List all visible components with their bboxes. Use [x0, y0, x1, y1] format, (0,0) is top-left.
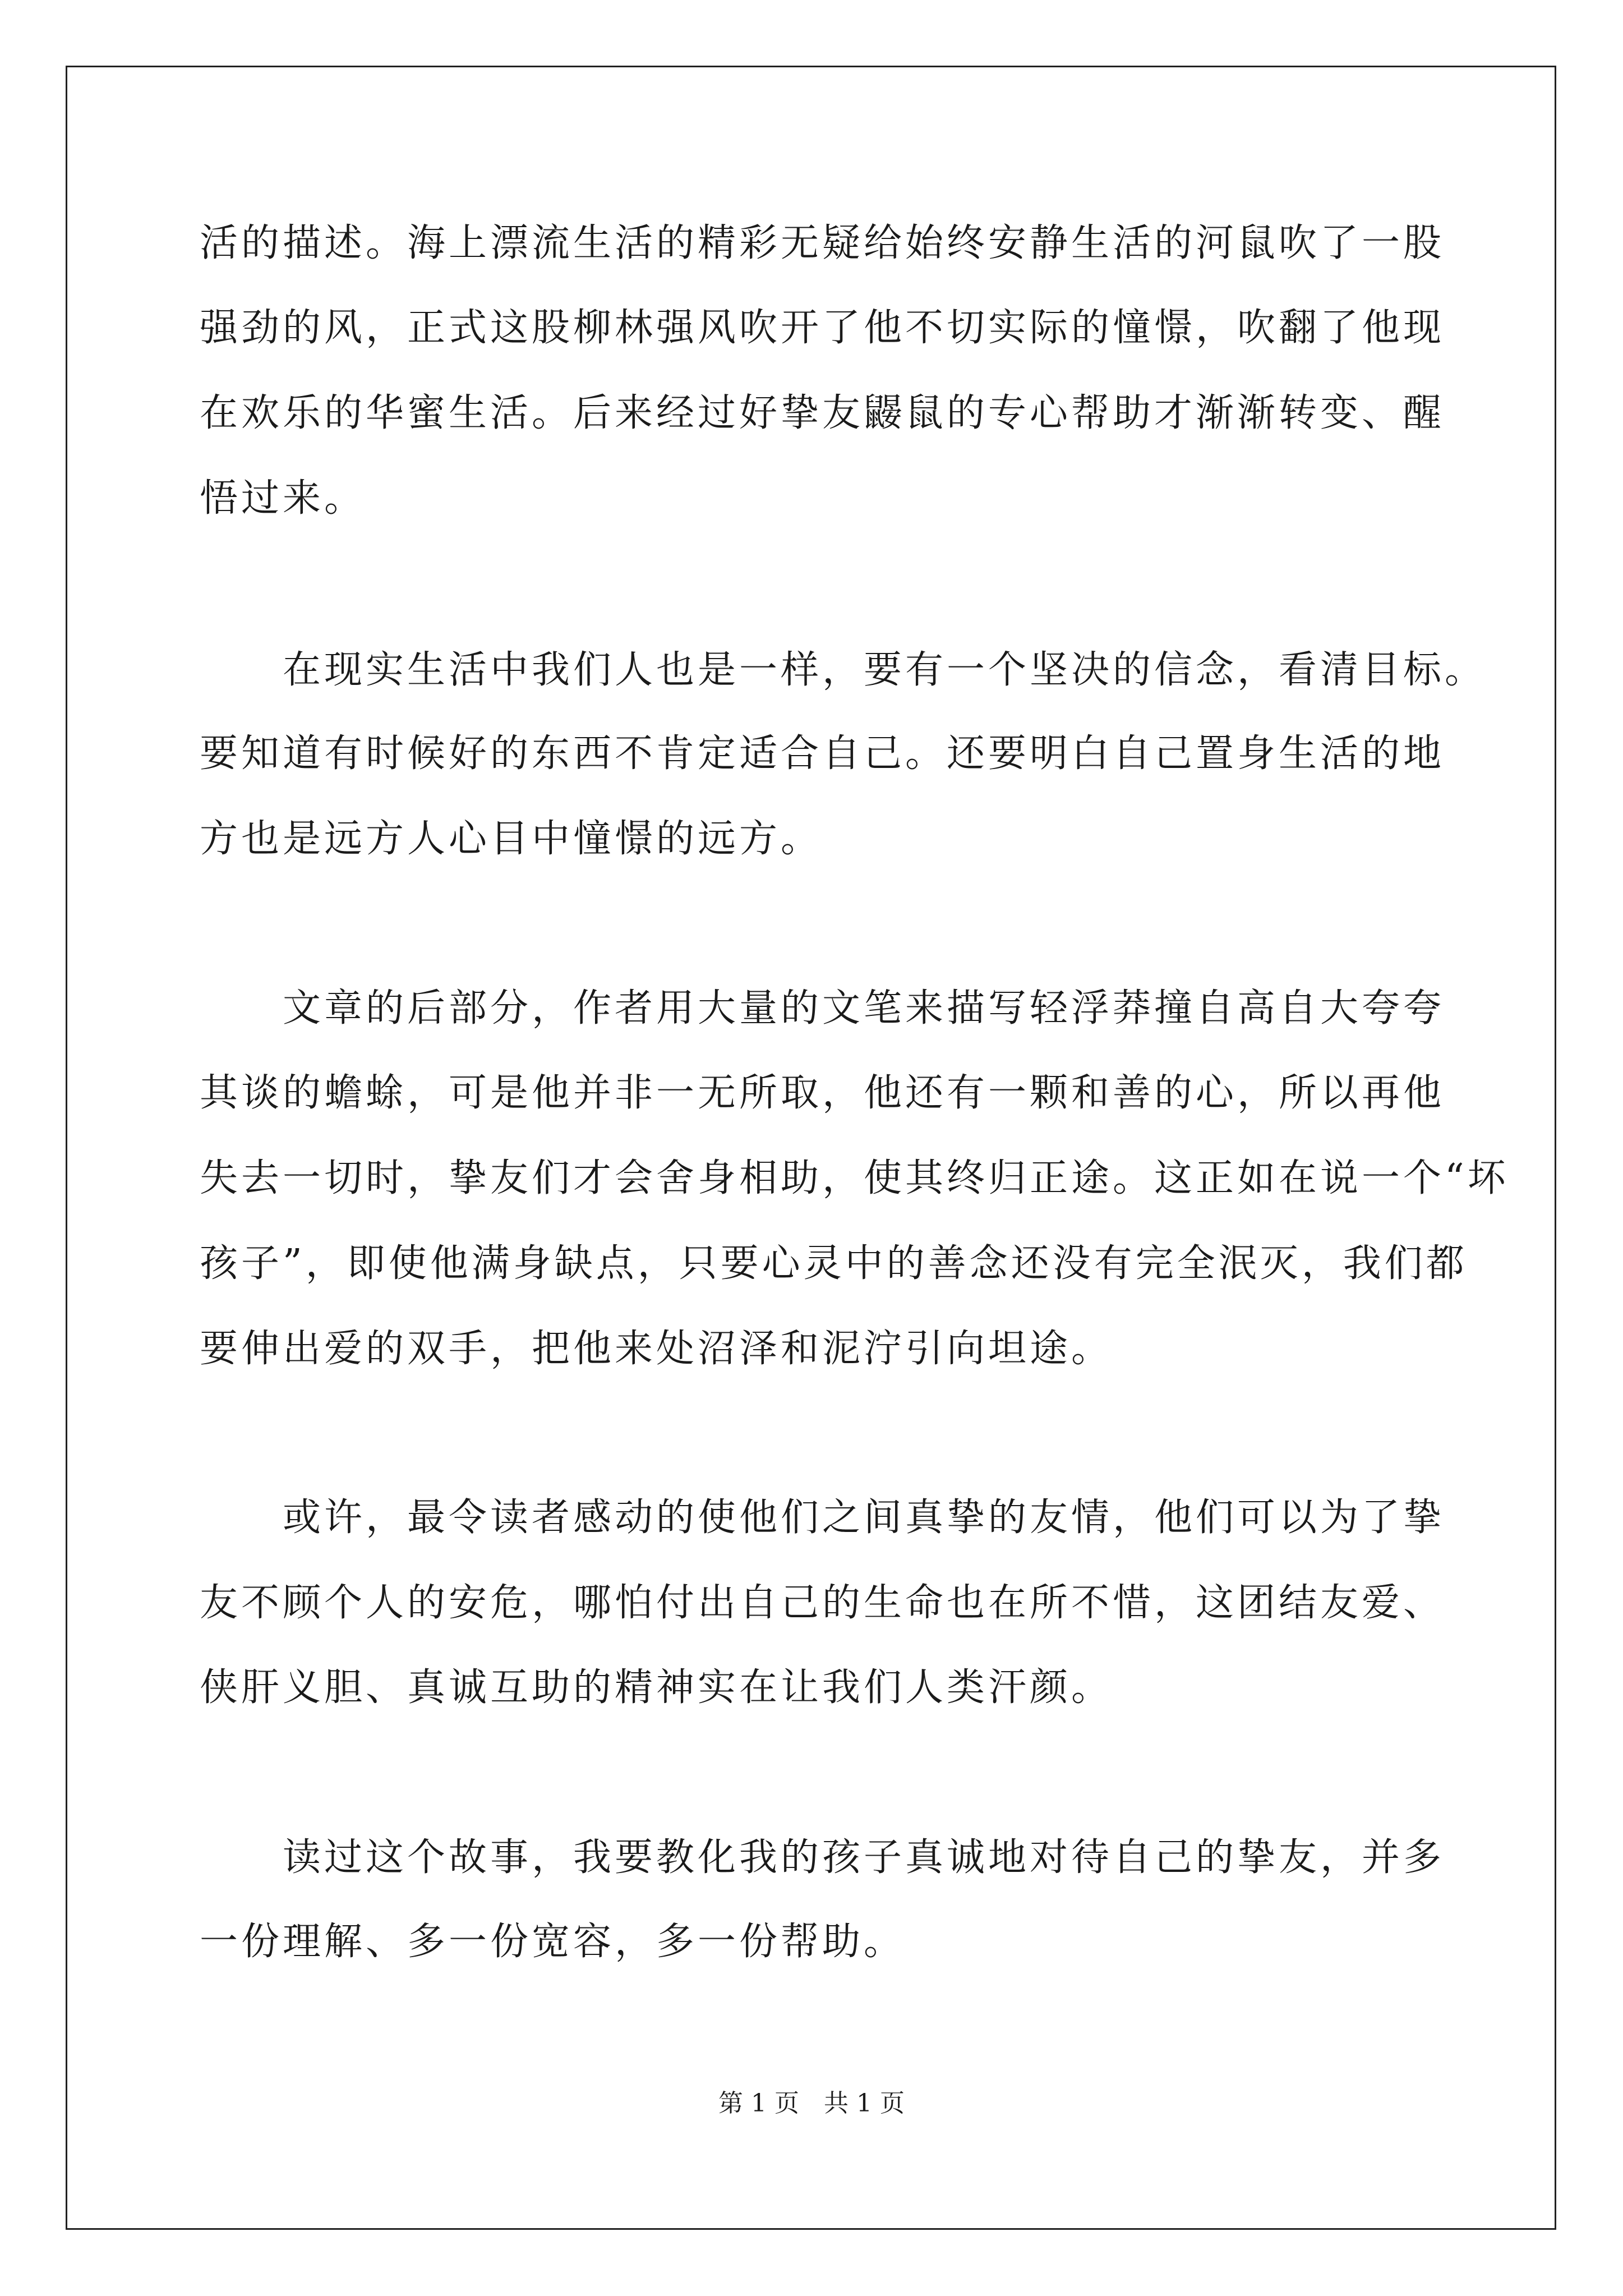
text-line: 要伸出爱的双手，把他来处沼泽和泥泞引向坦途。	[200, 1327, 1113, 1371]
text-line: 要知道有时候好的东西不肯定适合自己。还要明白自己置身生活的地	[200, 731, 1445, 776]
paragraph-start-line: 文章的后部分，作者用大量的文笔来描写轻浮莽撞自高自大夸夸	[283, 986, 1445, 1030]
text-line: 活的描述。海上漂流生活的精彩无疑给始终安静生活的河鼠吹了一股	[200, 221, 1445, 265]
page-border	[66, 66, 1556, 2230]
text-line: 侠肝义胆、真诚互助的精神实在让我们人类汗颜。	[200, 1665, 1113, 1710]
text-line: 其谈的蟾蜍，可是他并非一无所取，他还有一颗和善的心，所以再他	[200, 1071, 1445, 1115]
paragraph-start-line: 读过这个故事，我要教化我的孩子真诚地对待自己的挚友，并多	[283, 1835, 1445, 1880]
text-line: 孩子”，即使他满身缺点，只要心灵中的善念还没有完全泯灭，我们都	[200, 1241, 1468, 1286]
text-line: 在欢乐的华蜜生活。后来经过好挚友鼹鼠的专心帮助才渐渐转变、醒	[200, 391, 1445, 435]
text-line: 一份理解、多一份宽容，多一份帮助。	[200, 1920, 906, 1964]
paragraph-start-line: 或许，最令读者感动的使他们之间真挚的友情，他们可以为了挚	[283, 1496, 1445, 1540]
text-line: 方也是远方人心目中憧憬的远方。	[200, 817, 823, 861]
text-line: 失去一切时，挚友们才会舍身相助，使其终归正途。这正如在说一个“坏	[200, 1156, 1509, 1200]
page-number-footer: 第 1 页 共 1 页	[718, 2089, 905, 2118]
text-line: 悟过来。	[200, 476, 366, 521]
text-line: 强劲的风，正式这股柳林强风吹开了他不切实际的憧憬，吹翻了他现	[200, 306, 1445, 350]
text-line: 友不顾个人的安危，哪怕付出自己的生命也在所不惜，这团结友爱、	[200, 1581, 1445, 1625]
paragraph-start-line: 在现实生活中我们人也是一样，要有一个坚决的信念，看清目标。	[283, 648, 1487, 692]
